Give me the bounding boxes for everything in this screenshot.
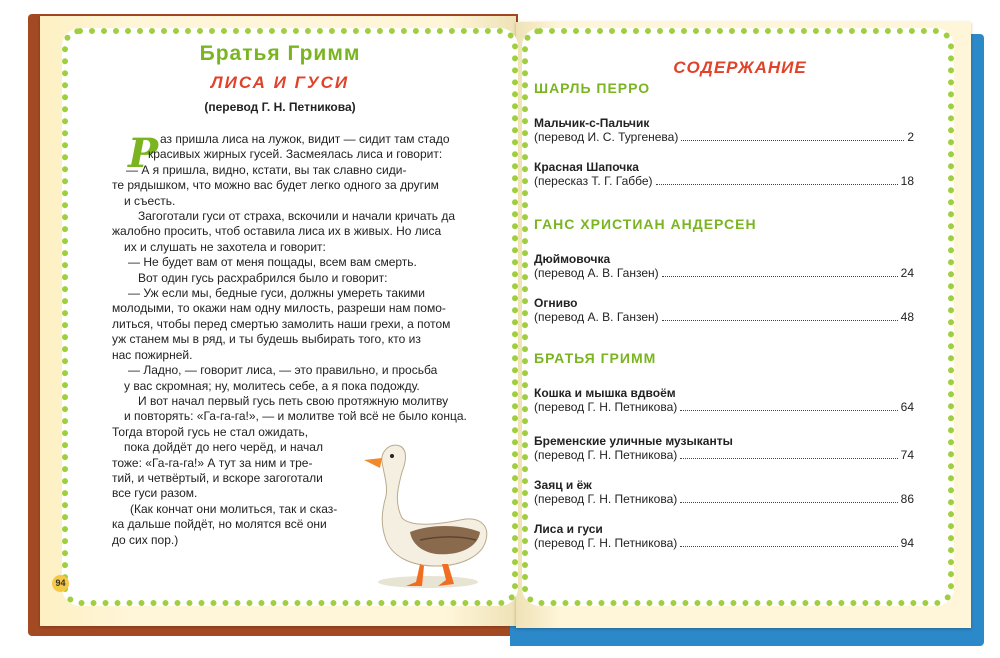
toc-leader-dots	[662, 276, 898, 277]
toc-section-heading: ШАРЛЬ ПЕРРО	[534, 80, 651, 96]
story-line: красивых жирных гусей. Засмеялась лиса и говорит:	[148, 147, 443, 162]
toc-entry-translator: (перевод И. С. Тургенева)	[534, 130, 679, 144]
story-line: и повторять: «Га-га-га!», — и молитве той всё не было конца.	[124, 409, 467, 424]
story-line: литься, чтобы перед смертью замолить наши грехи, а потом	[112, 316, 451, 331]
toc-entry[interactable]	[534, 478, 914, 506]
toc-leader-dots	[680, 410, 897, 411]
translator-note: (перевод Г. Н. Петникова)	[204, 100, 356, 114]
story-line: пока дойдёт до него черёд, и начал	[124, 440, 323, 455]
toc-entry-page: 64	[900, 400, 914, 414]
story-line: те рядышком, что можно вас будет легко одного за другим	[112, 178, 439, 193]
story-line: И вот начал первый гусь петь свою протяжную молитву	[138, 393, 449, 408]
toc-section-heading: БРАТЬЯ ГРИММ	[534, 350, 657, 366]
toc-leader-dots	[662, 320, 898, 321]
toc-entry-page: 94	[900, 536, 914, 550]
story-line: жалобно просить, чтоб оставила лиса их в живых. Но лиса	[112, 224, 442, 239]
story-line: тоже: «Га-га-га!» А тут за ним и тре-	[112, 455, 313, 470]
story-line: — А я пришла, видно, кстати, вы так славно сиди-	[126, 162, 407, 177]
story-line: — Не будет вам от меня пощады, всем вам смерть.	[128, 255, 417, 270]
story-line: — Уж если мы, бедные гуси, должны умереть такими	[128, 286, 425, 301]
page-number: 94	[52, 575, 69, 592]
toc-entry[interactable]	[534, 296, 914, 324]
toc-title: СОДЕРЖАНИЕ	[673, 58, 807, 77]
toc-entry-translator: (перевод А. В. Ганзен)	[534, 266, 659, 280]
drop-cap: Р	[128, 130, 159, 177]
toc-entry-page: 74	[900, 448, 914, 462]
toc-entry[interactable]	[534, 386, 914, 414]
toc-entry-title: Красная Шапочка	[534, 160, 639, 174]
toc-entry-translator: (перевод А. В. Ганзен)	[534, 310, 659, 324]
toc-entry-translator: (перевод Г. Н. Петникова)	[534, 400, 678, 414]
toc-entry-page: 18	[900, 174, 914, 188]
toc-entry[interactable]	[534, 252, 914, 280]
toc-entry-title: Дюймовочка	[534, 252, 611, 266]
story-line: ка дальше пойдёт, но молятся всё они	[112, 517, 327, 532]
goose-illustration	[350, 432, 495, 592]
story-line: молодыми, то окажи нам одну милость, разреши нам помо-	[112, 301, 446, 316]
toc-section-heading: ГАНС ХРИСТИАН АНДЕРСЕН	[534, 216, 757, 232]
toc-entry-page: 48	[900, 310, 914, 324]
toc-leader-dots	[680, 502, 897, 503]
toc-entry[interactable]	[534, 160, 914, 188]
toc-entry-title: Бременские уличные музыканты	[534, 434, 733, 448]
toc-entry-title: Мальчик-с-Пальчик	[534, 116, 650, 130]
toc-entry-translator: (перевод Г. Н. Петникова)	[534, 492, 678, 506]
toc-entry-page: 2	[907, 130, 914, 144]
toc-entry-title: Кошка и мышка вдвоём	[534, 386, 676, 400]
toc-leader-dots	[656, 184, 898, 185]
toc-entry-translator: (пересказ Т. Г. Габбе)	[534, 174, 653, 188]
toc-entry-translator: (перевод Г. Н. Петникова)	[534, 448, 678, 462]
toc-entry[interactable]	[534, 116, 914, 144]
toc-entry-translator: (перевод Г. Н. Петникова)	[534, 536, 678, 550]
story-line: Загоготали гуси от страха, вскочили и начали кричать да	[138, 209, 455, 224]
story-line: аз пришла лиса на лужок, видит — сидит там стадо	[160, 132, 450, 146]
story-line: — Ладно, — говорит лиса, — это правильно, и просьба	[128, 363, 438, 378]
toc-entry-page: 86	[900, 492, 914, 506]
toc-entry[interactable]	[534, 522, 914, 550]
story-line: нас пожирней.	[112, 347, 193, 362]
toc-entry-title: Лиса и гуси	[534, 522, 603, 536]
story-line: Вот один гусь расхрабрился было и говорит:	[138, 270, 388, 285]
toc-leader-dots	[681, 140, 904, 141]
author-heading: Братья Гримм	[199, 42, 361, 65]
story-line: все гуси разом.	[112, 486, 198, 501]
story-title: ЛИСА И ГУСИ	[210, 73, 350, 92]
story-line: их и слушать не захотела и говорит:	[124, 239, 326, 254]
story-line: Тогда второй гусь не стал ожидать,	[112, 424, 309, 439]
toc-leader-dots	[680, 546, 897, 547]
story-line: и съесть.	[124, 193, 176, 208]
story-line: уж станем мы в ряд, и ты будешь выбирать того, кто из	[112, 332, 421, 347]
story-line: до сих пор.)	[112, 532, 179, 547]
story-line: у вас скромная; ну, молитесь себе, а я пока подожду.	[124, 378, 420, 393]
toc-entry-page: 24	[900, 266, 914, 280]
story-line: тий, и четвёртый, и вскоре загоготали	[112, 470, 323, 485]
toc-leader-dots	[680, 458, 897, 459]
story-line: (Как кончат они молиться, так и сказ-	[130, 501, 338, 516]
toc-entry[interactable]	[534, 434, 914, 462]
toc-entry-title: Огниво	[534, 296, 578, 310]
toc-entry-title: Заяц и ёж	[534, 478, 592, 492]
